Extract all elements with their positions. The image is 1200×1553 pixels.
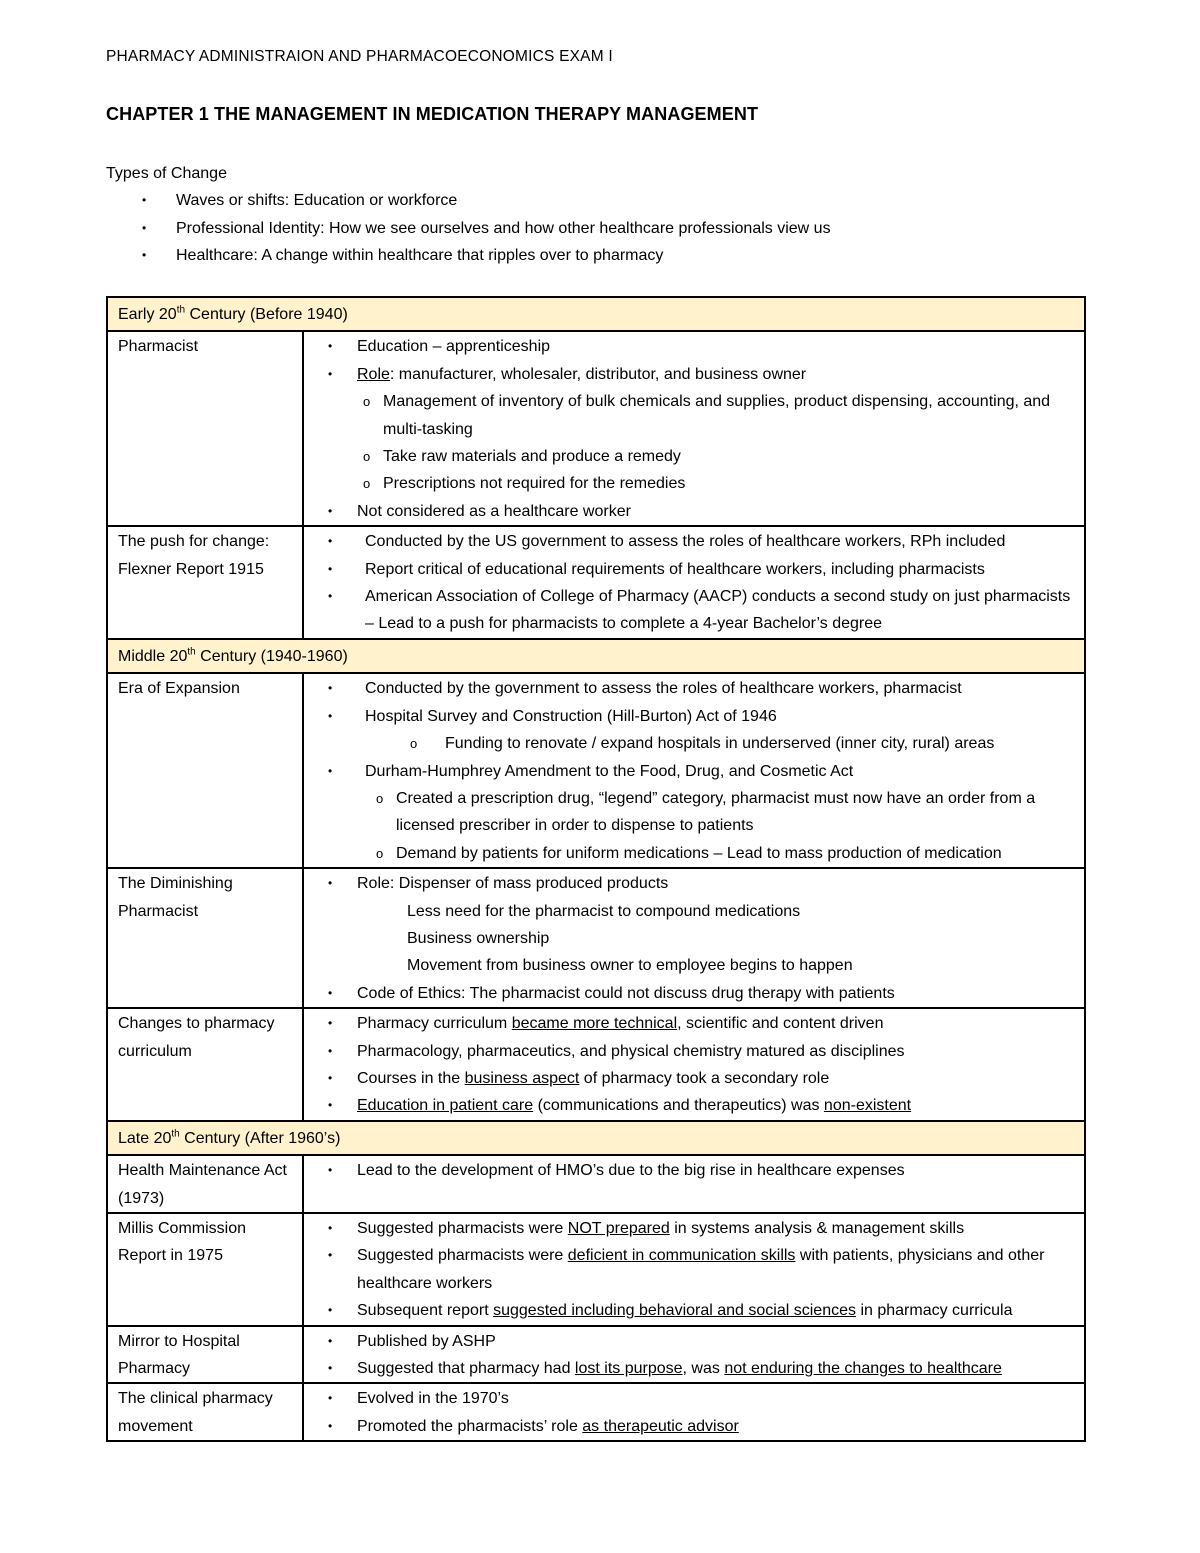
row-label: Mirror to Hospital Pharmacy xyxy=(107,1326,303,1384)
bullet-item: • Pharmacy curriculum became more technical, scientific and content driven xyxy=(314,1010,1074,1037)
indented-line: Less need for the pharmacist to compound medications xyxy=(407,902,801,920)
bullet-item: • Suggested that pharmacy had lost its purpose, was not enduring the changes to healthcare xyxy=(314,1355,1074,1382)
table-row xyxy=(107,1008,1085,1121)
row-content xyxy=(303,1383,1085,1441)
bullet-item: • Role: Dispenser of mass produced products xyxy=(314,870,1074,897)
bullet-item: • Promoted the pharmacists’ role as therapeutic advisor xyxy=(314,1413,1074,1440)
list-item: • Professional Identity: How we see ourselves and how other healthcare professionals view us xyxy=(106,215,831,242)
row-content xyxy=(303,673,1085,868)
sub-bullet-item: o Prescriptions not required for the remedies xyxy=(314,470,1074,497)
era-heading: Early 20th Century (Before 1940) xyxy=(107,297,1085,331)
sub-bullet-item: o Demand by patients for uniform medications – Lead to mass production of medication xyxy=(314,840,1074,867)
bullet-item: • Conducted by the government to assess the roles of healthcare workers, pharmacist xyxy=(314,675,1074,702)
sub-bullet-item: o Funding to renovate / expand hospitals in underserved (inner city, rural) areas xyxy=(314,730,1074,757)
table-row xyxy=(107,1155,1085,1213)
bullet-item: • Conducted by the US government to assess the roles of healthcare workers, RPh included xyxy=(314,528,1074,555)
row-label: Pharmacist xyxy=(107,331,303,526)
table-row xyxy=(107,1326,1085,1384)
row-label: Millis Commission Report in 1975 xyxy=(107,1213,303,1326)
row-content xyxy=(303,1213,1085,1326)
row-label: Era of Expansion xyxy=(107,673,303,868)
row-label: The Diminishing Pharmacist xyxy=(107,868,303,1008)
bullet-item: • Education in patient care (communications and therapeutics) was non-existent xyxy=(314,1092,1074,1119)
bullet-item: • Hospital Survey and Construction (Hill-Burton) Act of 1946 xyxy=(314,703,1074,730)
bullet-item: • Report critical of educational requirements of healthcare workers, including pharmacists xyxy=(314,556,1074,583)
sub-bullet-item: o Created a prescription drug, “legend” category, pharmacist must now have an order from a licensed prescriber in order to dispense to patients xyxy=(314,785,1074,840)
era-row-early xyxy=(107,297,1085,331)
bullet-item: • Not considered as a healthcare worker xyxy=(314,498,1074,525)
row-content xyxy=(303,1008,1085,1121)
table-row xyxy=(107,331,1085,526)
pharmacy-history-table xyxy=(106,296,1086,1442)
bullet-item: • Lead to the development of HMO’s due to the big rise in healthcare expenses xyxy=(314,1157,1074,1184)
chapter-title: CHAPTER 1 THE MANAGEMENT IN MEDICATION THERAPY MANAGEMENT xyxy=(106,104,759,124)
sub-bullet-item: o Take raw materials and produce a remedy xyxy=(314,443,1074,470)
row-content xyxy=(303,526,1085,639)
era-row-late xyxy=(107,1121,1085,1155)
table-row xyxy=(107,868,1085,1008)
era-heading: Late 20th Century (After 1960’s) xyxy=(107,1121,1085,1155)
row-content xyxy=(303,331,1085,526)
row-content xyxy=(303,868,1085,1008)
era-row-middle xyxy=(107,639,1085,673)
row-label: Health Maintenance Act (1973) xyxy=(107,1155,303,1213)
row-content xyxy=(303,1326,1085,1384)
bullet-item: • Suggested pharmacists were deficient in communication skills with patients, physicians and other healthcare workers xyxy=(314,1242,1074,1297)
table-row xyxy=(107,1383,1085,1441)
bullet-item: • Published by ASHP xyxy=(314,1328,1074,1355)
row-label: The push for change: Flexner Report 1915 xyxy=(107,526,303,639)
bullet-item: • Evolved in the 1970’s xyxy=(314,1385,1074,1412)
bullet-item: • Subsequent report suggested including behavioral and social sciences in pharmacy curricula xyxy=(314,1297,1074,1324)
row-label: The clinical pharmacy movement xyxy=(107,1383,303,1441)
bullet-item: • Education – apprenticeship xyxy=(314,333,1074,360)
era-heading: Middle 20th Century (1940-1960) xyxy=(107,639,1085,673)
types-of-change-list xyxy=(106,187,831,269)
bullet-item: • Pharmacology, pharmaceutics, and physical chemistry matured as disciplines xyxy=(314,1038,1074,1065)
bullet-item: • Courses in the business aspect of pharmacy took a secondary role xyxy=(314,1065,1074,1092)
bullet-item: • Code of Ethics: The pharmacist could not discuss drug therapy with patients xyxy=(314,980,1074,1007)
indented-line: Business ownership xyxy=(407,929,550,947)
bullet-item: • Durham-Humphrey Amendment to the Food, Drug, and Cosmetic Act xyxy=(314,758,1074,785)
types-of-change-heading: Types of Change xyxy=(106,165,227,182)
row-label: Changes to pharmacy curriculum xyxy=(107,1008,303,1121)
bullet-item: • American Association of College of Pharmacy (AACP) conducts a second study on just pharmacists – Lead to a push for pharmacists to complete a 4-year Bachelor’s degree xyxy=(314,583,1074,638)
table-row xyxy=(107,1213,1085,1326)
list-item: • Waves or shifts: Education or workforce xyxy=(106,187,831,214)
indented-line: Movement from business owner to employee begins to happen xyxy=(407,957,853,975)
bullet-item: • Role: manufacturer, wholesaler, distributor, and business owner xyxy=(314,361,1074,388)
table-row xyxy=(107,673,1085,868)
list-item: • Healthcare: A change within healthcare that ripples over to pharmacy xyxy=(106,242,831,269)
running-header: PHARMACY ADMINISTRAION AND PHARMACOECONOMICS EXAM I xyxy=(106,48,613,65)
table-row xyxy=(107,526,1085,639)
row-content xyxy=(303,1155,1085,1213)
sub-bullet-item: o Management of inventory of bulk chemicals and supplies, product dispensing, accounting, and multi-tasking xyxy=(314,388,1074,443)
types-of-change-section xyxy=(106,160,831,269)
bullet-item: • Suggested pharmacists were NOT prepared in systems analysis & management skills xyxy=(314,1215,1074,1242)
